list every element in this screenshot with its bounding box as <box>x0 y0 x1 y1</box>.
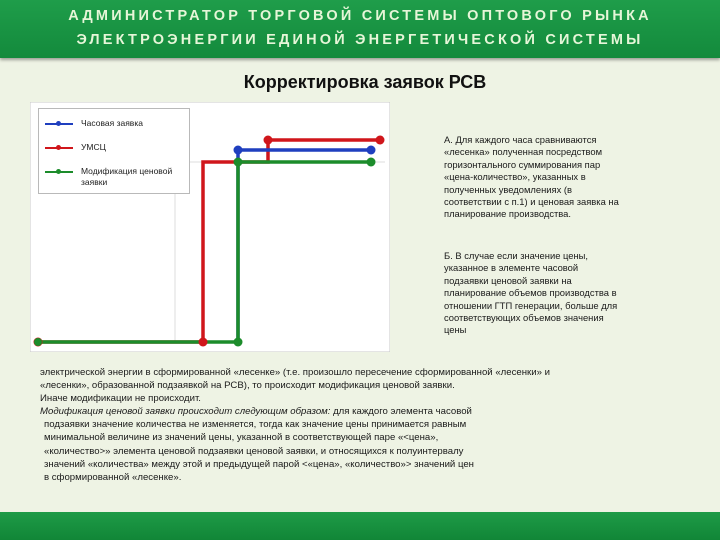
bottom-line: «количество>» элемента ценовой подзаявки ценовой заявки, и относящихся к полуинтервалу <box>44 445 464 457</box>
bottom-line: значений «количества» между этой и предыдущей парой <«цена», «количество»> значений цен <box>44 458 474 470</box>
paragraph-b <box>444 250 684 337</box>
header-banner <box>0 0 720 58</box>
bottom-line: в сформированной «лесенке». <box>44 471 182 483</box>
chart-legend <box>38 108 190 194</box>
paragraph-b-line: планирование объемов производства в <box>444 287 617 299</box>
green-point <box>367 158 376 167</box>
paragraph-a <box>444 134 684 221</box>
paragraph-a-line: «цена-количество», указанных в <box>444 171 586 183</box>
paragraph-b-line: отношении ГТП генерации, больше для <box>444 299 618 311</box>
slide-title: Корректировка заявок РСВ <box>243 72 487 92</box>
blue-point <box>367 146 376 155</box>
legend-label: Часовая заявка <box>81 118 143 128</box>
bottom-line: «лесенки», образованной подзаявкой на РСВ), то происходит модификация ценовой заявки. <box>40 380 455 392</box>
paragraph-b-line: цены <box>444 324 467 336</box>
red-point <box>199 338 208 347</box>
paragraph-a-line: соответствии с п.1) и ценовая заявка на <box>444 196 619 208</box>
paragraph-a-line: «лесенка» полученная посредством <box>444 146 603 158</box>
header-line-1: АДМИНИСТРАТОР ТОРГОВОЙ СИСТЕМЫ ОПТОВОГО РЫНКА <box>68 8 652 24</box>
legend-marker <box>56 169 61 174</box>
bottom-text <box>40 366 700 484</box>
paragraph-b-line: подзаявки ценовой заявки на <box>444 274 572 286</box>
paragraph-b-line: указанное в элементе часовой <box>444 262 579 274</box>
bottom-line-rest: для каждого элемента часовой <box>330 406 472 418</box>
paragraph-b-line: Б. В случае если значение цены, <box>444 250 589 261</box>
bottom-line: минимальной величине из значений цены, указанной в соответствующей паре «<цена», <box>44 432 439 444</box>
paragraph-a-line: планирование производства. <box>444 208 571 220</box>
bottom-line: электрической энергии в сформированной «лесенке» (т.е. произошло пересечение сформированной «лесенки» и <box>40 367 550 378</box>
paragraph-b-line: соответствующих объемов значения <box>444 312 604 324</box>
blue-point <box>234 146 243 155</box>
red-point <box>376 136 385 145</box>
legend-label: Модификация ценовой заявки <box>81 166 173 187</box>
red-point <box>264 136 273 145</box>
paragraph-a-line: полученных уведомлениях (в <box>444 183 572 195</box>
header-line-2: ЭЛЕКТРОЭНЕРГИИ ЕДИНОЙ ЭНЕРГЕТИЧЕСКОЙ СИСТЕМЫ <box>76 32 644 48</box>
bottom-line <box>40 405 700 418</box>
green-point <box>234 158 243 167</box>
green-point <box>234 338 243 347</box>
bottom-line: подзаявки значение количества не изменяется, тогда как значение цены принимается равным <box>44 419 467 431</box>
legend-label: УМСЦ <box>81 142 106 152</box>
legend-marker <box>56 121 61 126</box>
paragraph-a-line: А. Для каждого часа сравниваются <box>444 134 597 145</box>
bottom-line: Иначе модификации не происходит. <box>40 393 201 405</box>
green-point <box>34 338 42 346</box>
bottom-line-italic: Модификация ценовой заявки происходит следующим образом: <box>40 406 331 418</box>
paragraph-a-line: горизонтального суммирования пар <box>444 158 601 170</box>
footer-bar <box>0 512 720 540</box>
legend-marker <box>56 145 61 150</box>
